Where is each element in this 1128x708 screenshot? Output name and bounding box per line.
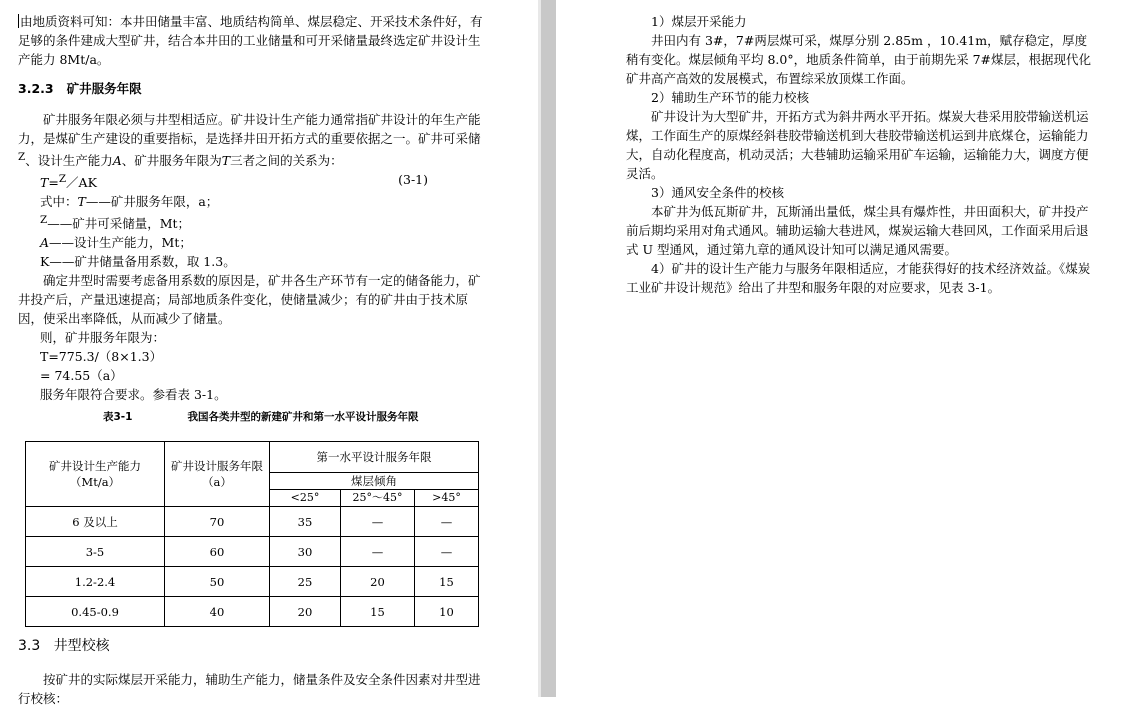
- paragraph-verification-intro: 按矿井的实际煤层开采能力，辅助生产能力，储量条件及安全条件因素对井型进行校核：: [18, 672, 481, 707]
- definition-k: K——矿井储量备用系数，取 1.3。: [40, 254, 236, 270]
- equation-number: (3-1): [398, 172, 428, 188]
- page-right-content: [626, 12, 1098, 297]
- definition-t: 式中：T——矿井服务年限，a；: [40, 194, 219, 210]
- header-dip-lt25: <25°: [270, 490, 341, 507]
- heading-auxiliary: 2）辅助生产环节的能力校核: [651, 90, 809, 105]
- heading-mining-capacity: 1）煤层开采能力: [651, 14, 747, 29]
- page-left-content: [18, 12, 488, 708]
- text-cursor: [18, 14, 19, 28]
- table-number: 表3-1: [103, 411, 133, 424]
- paragraph-conclusion: 服务年限符合要求。参看表 3-1。: [40, 387, 227, 403]
- header-service-life: 矿井设计服务年限 （a）: [165, 442, 270, 507]
- definition-z: $^Z$——矿井可采储量，Mt；: [40, 214, 191, 232]
- header-dip: 煤层倾角: [270, 473, 479, 490]
- section-heading-3-3: 3.3 井型校核: [18, 638, 110, 655]
- service-life-table: [25, 441, 479, 627]
- table-name: 我国各类井型的新建矿井和第一水平设计服务年限: [187, 411, 419, 424]
- header-dip-25-45: 25°～45°: [341, 490, 415, 507]
- calc-line-2: = 74.55（a）: [40, 368, 123, 384]
- paragraph-reserve-reason: 确定井型时需要考虑备用系数的原因是，矿井各生产环节有一定的储备能力，矿井投产后，产量迅速提高；局部地质条件变化，使储量减少；有的矿井由于技术原因，使采出率降低，从而减少了储量。: [18, 273, 481, 327]
- page-gutter: [541, 0, 556, 697]
- section-heading-3-2-3: 3.2.3 矿井服务年限: [18, 81, 142, 96]
- paragraph-ventilation: 本矿井为低瓦斯矿井，瓦斯涌出量低，煤尘具有爆炸性，井田面积大，矿井投产前后期均采用对角式通风。辅助运输大巷进风，煤炭运输大巷回风，工作面采用后退式 U 型通风，通过第九章的通风设计知可以满足通风需要。: [626, 204, 1089, 257]
- definition-a: A——设计生产能力，Mt；: [40, 235, 192, 251]
- paragraph-mining-capacity: 井田内有 3#，7#两层煤可采，煤厚分别 2.85m ，10.41m，赋存稳定，厚度稍有变化。煤层倾角平均 8.0°，地质条件简单，由于前期先采 7#煤层，根据现代化矿井高产高效的发展模式，布置综采放顶煤工作面。: [626, 33, 1092, 86]
- table-caption: [18, 408, 488, 427]
- document-page-left[interactable]: [0, 0, 538, 707]
- header-first-level: 第一水平设计服务年限: [270, 442, 479, 473]
- paragraph-geology-summary: 由地质资料可知：本井田储量丰富、地质结构简单、煤层稳定、开采技术条件好，有足够的条件建成大型矿井，结合本井田的工业储量和可开采储量最终选定矿井设计生产能力 8Mt/a。: [18, 14, 483, 67]
- paragraph-auxiliary: 矿井设计为大型矿井，开拓方式为斜井两水平开拓。煤炭大巷采用胶带输送机运煤，工作面生产的原煤经斜巷胶带输送机到大巷胶带输送机运到井底煤仓，运输能力大，自动化程度高，机动灵活；大巷辅助运输采用矿车运输，运输能力大，调度方便灵活。: [626, 109, 1089, 181]
- calc-line-1: T=775.3/（8×1.3）: [40, 349, 163, 365]
- paragraph-service-life-intro: 矿井服务年限必须与井型相适应。矿井设计生产能力通常指矿井设计的年生产能力，是煤矿生产建设的重要指标，是选择井田开拓方式的重要依据之一。矿井可采储$^Z$、设计生产能力A、矿井服务年限为T三者之间的关系为：: [18, 112, 481, 169]
- equation-3-1: T=$^Z$／AK (3-1): [40, 172, 428, 191]
- heading-ventilation: 3）通风安全条件的校核: [651, 185, 784, 200]
- table-row: 0.45-0.9 40 20 15 10: [26, 597, 479, 627]
- paragraph-service-calc: 则，矿井服务年限为：: [40, 330, 166, 346]
- paragraph-design-match: 4）矿井的设计生产能力与服务年限相适应，才能获得好的技术经济效益。《煤炭工业矿井设计规范》给出了井型和服务年限的对应要求，见表 3-1。: [626, 261, 1091, 295]
- header-dip-gt45: >45°: [415, 490, 479, 507]
- table-row: 6 及以上 70 35 — —: [26, 507, 479, 537]
- document-page-right[interactable]: [556, 0, 1128, 697]
- table-row: 1.2-2.4 50 25 20 15: [26, 567, 479, 597]
- header-capacity: 矿井设计生产能力 （Mt/a）: [26, 442, 165, 507]
- table-row: 3-5 60 30 — —: [26, 537, 479, 567]
